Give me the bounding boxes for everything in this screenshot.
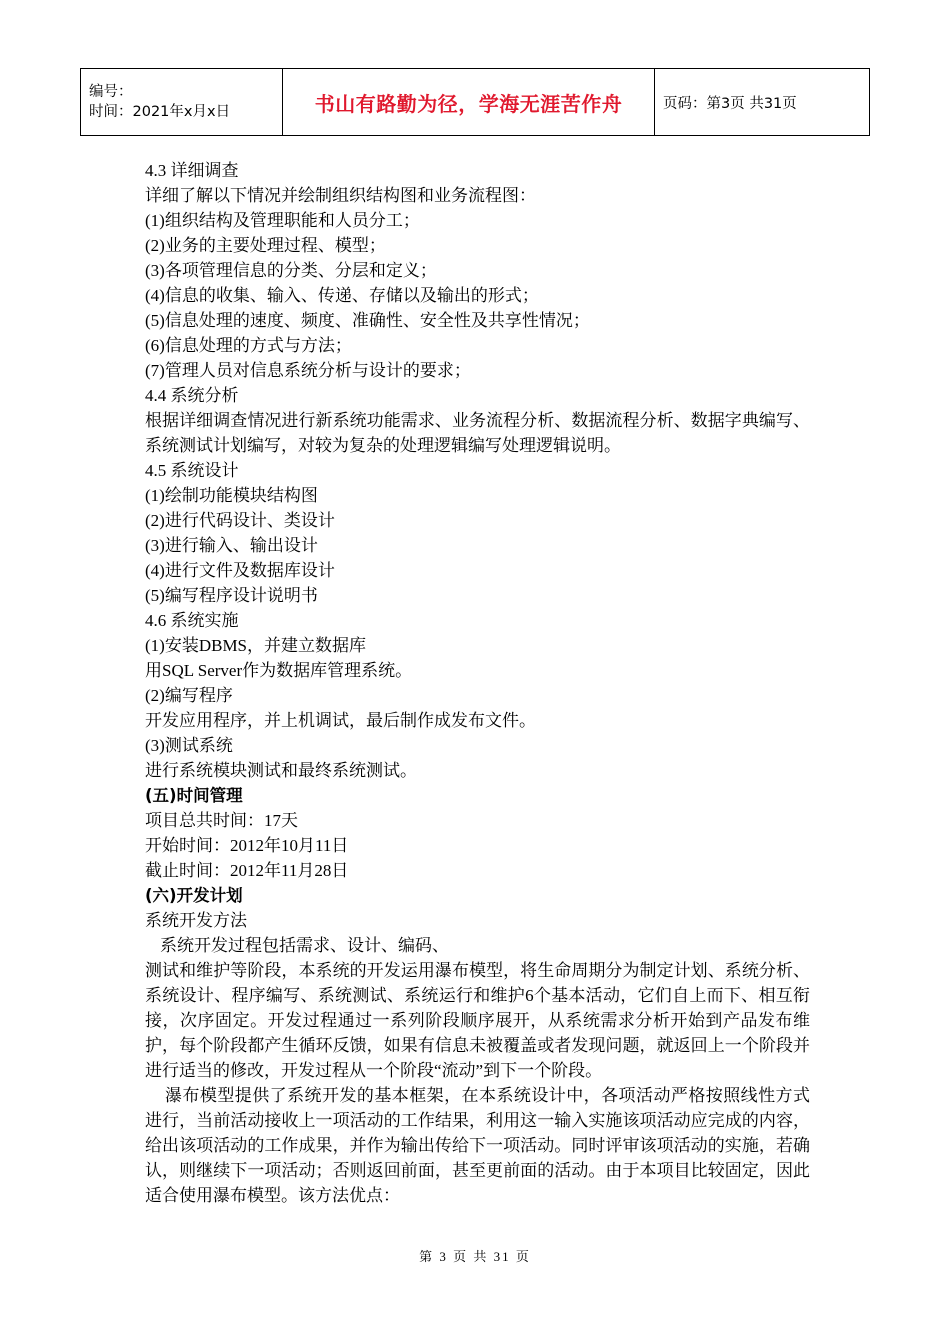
list-item: (5)信息处理的速度、频度、准确性、安全性及共享性情况；: [145, 311, 590, 330]
list-item: (7)管理人员对信息系统分析与设计的要求；: [145, 361, 471, 380]
paragraph: 根据详细调查情况进行新系统功能需求、业务流程分析、数据流程分析、数据字典编写、系统测试计划编写，对较为复杂的处理逻辑编写处理逻辑说明。: [145, 411, 810, 455]
header-number-label: 编号：: [89, 84, 133, 100]
paragraph: 系统开发过程包括需求、设计、编码、: [160, 936, 449, 955]
header-date-label: 时间：2021年x月x日: [89, 104, 231, 120]
paragraph: 开始时间：2012年10月11日: [145, 836, 349, 855]
header-page-info: 页码：第3页 共31页: [655, 69, 870, 136]
list-item: (2)进行代码设计、类设计: [145, 511, 335, 530]
list-item: (3)测试系统: [145, 736, 233, 755]
section-heading-4-4: 4.4 系统分析: [145, 386, 239, 405]
section-heading-4-3: 4.3 详细调查: [145, 161, 239, 180]
list-item: (4)进行文件及数据库设计: [145, 561, 335, 580]
document-body: [145, 158, 810, 1208]
list-item: (2)业务的主要处理过程、模型；: [145, 236, 386, 255]
page-header: [80, 68, 870, 136]
paragraph: 进行系统模块测试和最终系统测试。: [145, 761, 417, 780]
list-item: (6)信息处理的方式与方法；: [145, 336, 352, 355]
paragraph: 开发应用程序，并上机调试，最后制作成发布文件。: [145, 711, 536, 730]
section-heading-4-6: 4.6 系统实施: [145, 611, 239, 630]
paragraph: 瀑布模型提供了系统开发的基本框架，在本系统设计中，各项活动严格按照线性方式进行，当前活动接收上一项活动的工作结果，利用这一输入实施该项活动应完成的内容，给出该项活动的工作成果，并作为输出传给下一项活动。同时评审该项活动的实施，若确认，则继续下一项活动；否则返回前面，甚至更前面的活动。由于本项目比较固定，因此适合使用瀑布模型。该方法优点：: [145, 1086, 810, 1205]
paragraph: 用SQL Server作为数据库管理系统。: [145, 661, 413, 680]
list-item: (1)安装DBMS，并建立数据库: [145, 636, 367, 655]
list-item: (5)编写程序设计说明书: [145, 586, 318, 605]
header-meta: [81, 69, 283, 136]
section-heading-dev-plan: (六)开发计划: [145, 886, 243, 905]
paragraph: 系统开发方法: [145, 911, 247, 930]
paragraph: 详细了解以下情况并绘制组织结构图和业务流程图：: [145, 186, 536, 205]
list-item: (4)信息的收集、输入、传递、存储以及输出的形式；: [145, 286, 539, 305]
list-item: (3)各项管理信息的分类、分层和定义；: [145, 261, 437, 280]
paragraph: 截止时间：2012年11月28日: [145, 861, 349, 880]
list-item: (1)组织结构及管理职能和人员分工；: [145, 211, 420, 230]
section-heading-4-5: 4.5 系统设计: [145, 461, 239, 480]
page-footer: 第 3 页 共 31 页: [419, 1249, 531, 1264]
paragraph: 测试和维护等阶段，本系统的开发运用瀑布模型，将生命周期分为制定计划、系统分析、系统设计、程序编写、系统测试、系统运行和维护6个基本活动，它们自上而下、相互衔接，次序固定。开发过程通过一系列阶段顺序展开，从系统需求分析开始到产品发布维护，每个阶段都产生循环反馈，如果有信息未被覆盖或者发现问题，就返回上一个阶段并进行适当的修改，开发过程从一个阶段“流动”到下一个阶段。: [145, 961, 810, 1080]
paragraph: 项目总共时间：17天: [145, 811, 298, 830]
list-item: (3)进行输入、输出设计: [145, 536, 318, 555]
section-heading-time-management: (五)时间管理: [145, 786, 243, 805]
list-item: (1)绘制功能模块结构图: [145, 486, 318, 505]
header-motto: 书山有路勤为径，学海无涯苦作舟: [283, 69, 655, 136]
list-item: (2)编写程序: [145, 686, 233, 705]
